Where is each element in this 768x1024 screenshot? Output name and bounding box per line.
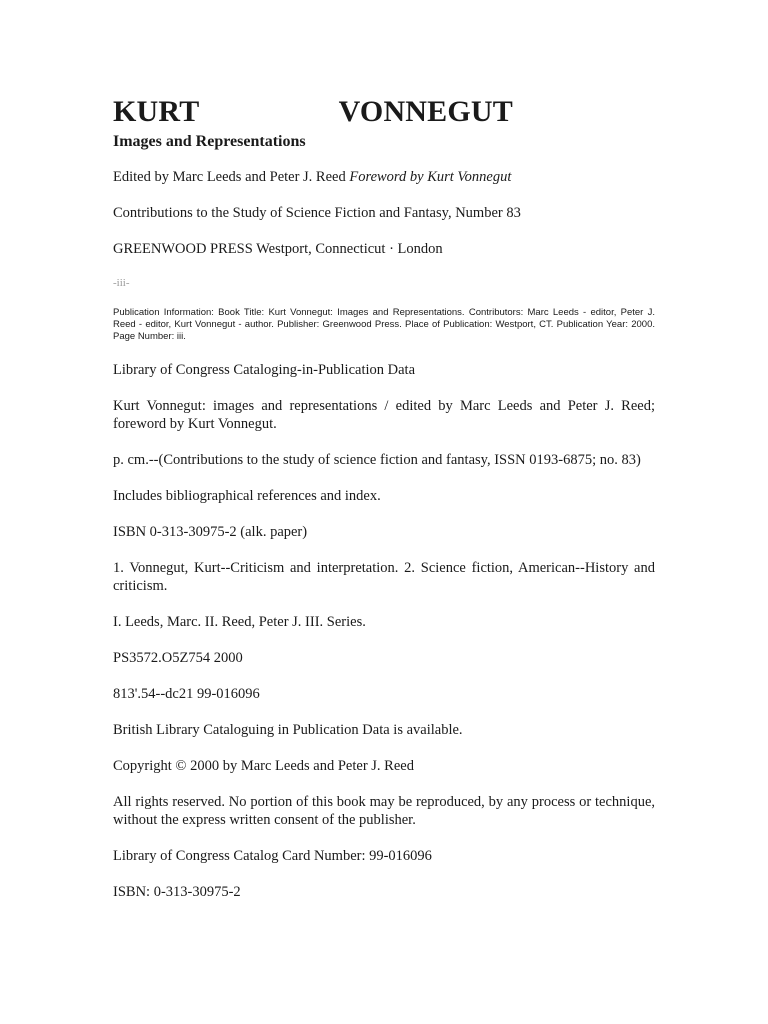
cip-entry-isbn: ISBN 0-313-30975-2 (alk. paper): [113, 524, 308, 540]
edited-by-line: [113, 168, 655, 186]
cip-entry-references: Includes bibliographical references and index.: [113, 488, 381, 504]
cip-entry-series: p. cm.--(Contributions to the study of science fiction and fantasy, ISSN 0193-6875; no. 83): [113, 452, 641, 468]
cip-heading: Library of Congress Cataloging-in-Publication Data: [113, 362, 416, 378]
foreword-text: Foreword by Kurt Vonnegut: [349, 169, 512, 185]
series-line: Contributions to the Study of Science Fiction and Fantasy, Number 83: [113, 205, 521, 221]
title-word-vonnegut: VONNEGUT: [338, 95, 513, 128]
book-title: [113, 96, 513, 128]
cip-entry-dewey: 813'.54--dc21 99-016096: [113, 686, 260, 702]
cip-entry-subjects: 1. Vonnegut, Kurt--Criticism and interpretation. 2. Science fiction, American--History and criticism.: [113, 560, 655, 594]
title-word-kurt: KURT: [113, 95, 200, 128]
cip-entry-lc-class: PS3572.O5Z754 2000: [113, 650, 243, 666]
page-number: -iii-: [113, 277, 130, 289]
publisher-line: GREENWOOD PRESS Westport, Connecticut · London: [113, 241, 443, 257]
document-page: [113, 96, 655, 901]
cip-entry-added-entries: I. Leeds, Marc. II. Reed, Peter J. III. Series.: [113, 614, 366, 630]
isbn-line: ISBN: 0-313-30975-2: [113, 884, 241, 900]
british-library-note: British Library Cataloguing in Publication Data is available.: [113, 722, 463, 738]
copyright-line: Copyright © 2000 by Marc Leeds and Peter J. Reed: [113, 758, 414, 774]
cip-entry-title: Kurt Vonnegut: images and representations / edited by Marc Leeds and Peter J. Reed; foreword by Kurt Vonnegut.: [113, 398, 655, 432]
edited-by-text: Edited by Marc Leeds and Peter J. Reed: [113, 169, 346, 185]
publication-info: Publication Information: Book Title: Kurt Vonnegut: Images and Representations. Contributors: Marc Leeds - editor, Peter J. Reed - editor, Kurt Vonnegut - author. Publisher: Greenwood Press. Place of Publication: Westport, CT. Publication Year: 2000. Page Number: iii.: [113, 307, 655, 342]
book-subtitle: Images and Representations: [113, 133, 306, 150]
rights-reserved: All rights reserved. No portion of this book may be reproduced, by any process or technique, without the express written consent of the publisher.: [113, 794, 655, 828]
lc-card-number: Library of Congress Catalog Card Number: 99-016096: [113, 848, 432, 864]
